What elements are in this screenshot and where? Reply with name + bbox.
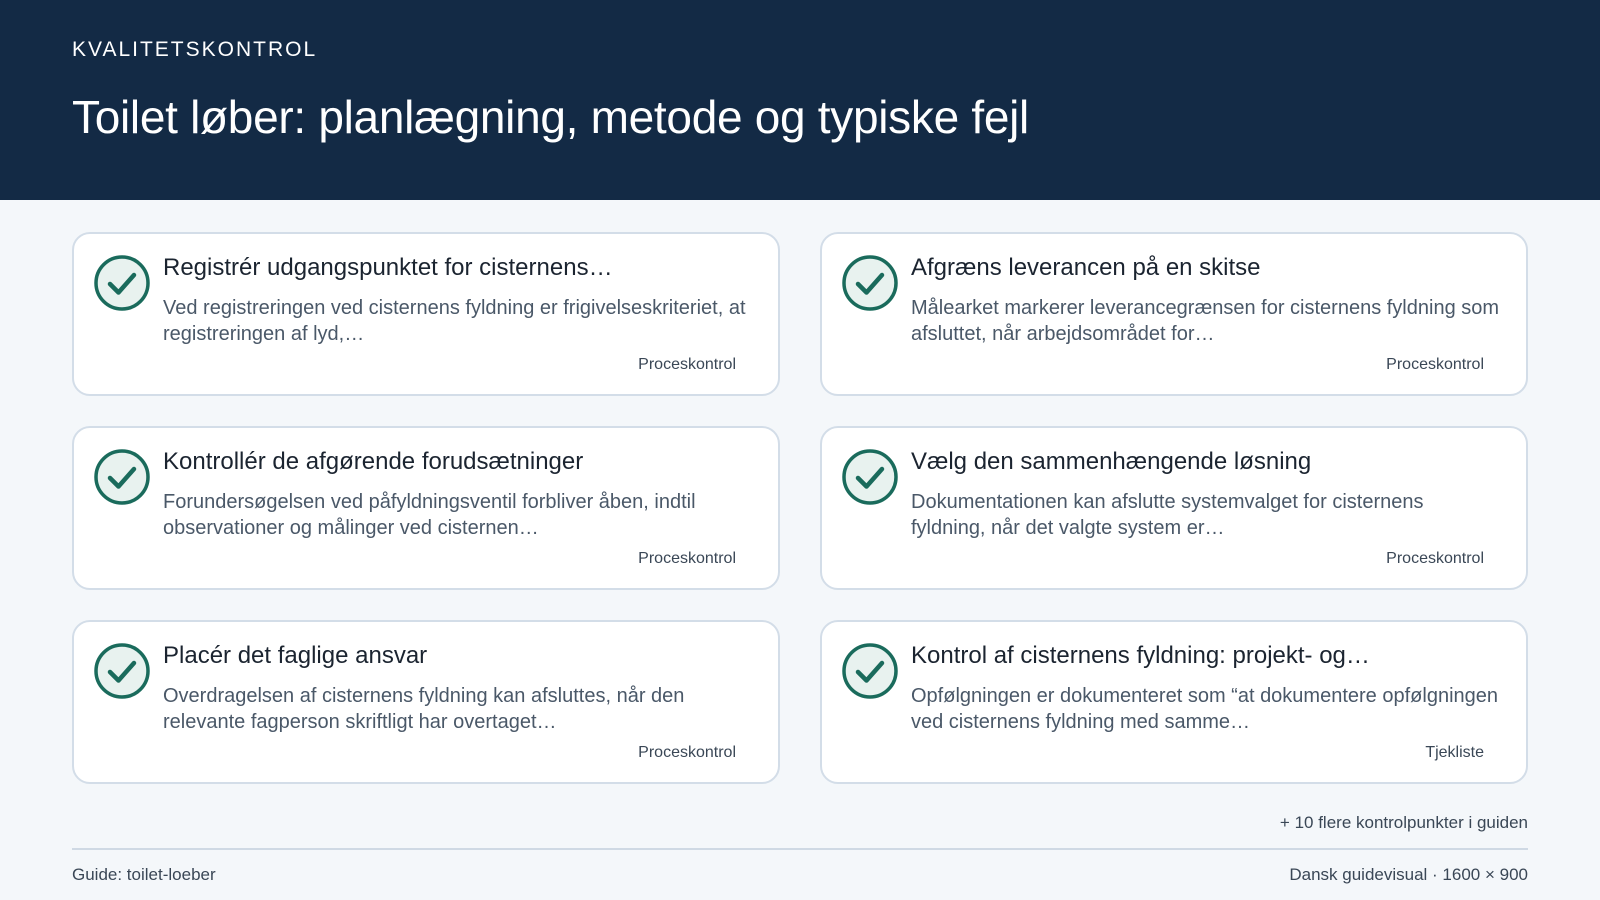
footer-guide-label: Guide: toilet-loeber bbox=[72, 865, 216, 884]
card-title: Kontrol af cisternens fyldning: projekt- og… bbox=[911, 642, 1370, 669]
card-category-tag: Proceskontrol bbox=[638, 550, 736, 567]
card-category-tag: Proceskontrol bbox=[638, 744, 736, 761]
checklist-card[interactable] bbox=[72, 426, 780, 590]
page-header bbox=[0, 0, 1600, 200]
page-title: Toilet løber: planlægning, metode og typiske fejl bbox=[72, 91, 1029, 143]
check-circle-icon bbox=[841, 642, 899, 700]
checklist-card[interactable] bbox=[72, 232, 780, 396]
card-title: Registrér udgangspunktet for cisternens… bbox=[163, 254, 613, 281]
check-circle-icon bbox=[93, 448, 151, 506]
checklist-card[interactable] bbox=[820, 620, 1528, 784]
card-description: Ved registreringen ved cisternens fyldning er frigivelseskriteriet, at registreringen af lyd,… bbox=[163, 297, 746, 345]
checklist-card[interactable] bbox=[820, 426, 1528, 590]
check-circle-icon bbox=[93, 642, 151, 700]
card-category-tag: Proceskontrol bbox=[1386, 356, 1484, 373]
more-checkpoints-link[interactable]: + 10 flere kontrolpunkter i guiden bbox=[1279, 813, 1528, 832]
card-title: Kontrollér de afgørende forudsætninger bbox=[163, 448, 584, 475]
check-circle-icon bbox=[841, 254, 899, 312]
card-category-tag: Proceskontrol bbox=[1386, 550, 1484, 567]
card-description: Forundersøgelsen ved påfyldningsventil forbliver åben, indtil observationer og målinger ved cisternen… bbox=[163, 491, 696, 539]
section-eyebrow: KVALITETSKONTROL bbox=[72, 38, 318, 61]
card-description: Målearket markerer leverancegrænsen for cisternens fyldning som afsluttet, når arbejdsområdet for… bbox=[911, 297, 1500, 345]
card-description: Opfølgningen er dokumenteret som “at dokumentere opfølgningen ved cisternens fyldning med samme… bbox=[911, 685, 1499, 733]
checklist-card[interactable] bbox=[72, 620, 780, 784]
card-description: Dokumentationen kan afslutte systemvalget for cisternens fyldning, når det valgte system er… bbox=[911, 491, 1424, 539]
card-title: Vælg den sammenhængende løsning bbox=[911, 448, 1312, 475]
card-category-tag: Proceskontrol bbox=[638, 356, 736, 373]
card-description: Overdragelsen af cisternens fyldning kan afsluttes, når den relevante fagperson skriftligt har overtaget… bbox=[163, 685, 685, 733]
check-circle-icon bbox=[841, 448, 899, 506]
check-circle-icon bbox=[93, 254, 151, 312]
card-title: Placér det faglige ansvar bbox=[163, 642, 428, 669]
checklist-card[interactable] bbox=[820, 232, 1528, 396]
card-category-tag: Tjekliste bbox=[1425, 744, 1484, 761]
footer-credit: Dansk guidevisual · 1600 × 900 bbox=[1289, 865, 1528, 884]
footer-divider bbox=[72, 848, 1528, 850]
card-title: Afgræns leverancen på en skitse bbox=[911, 254, 1261, 281]
